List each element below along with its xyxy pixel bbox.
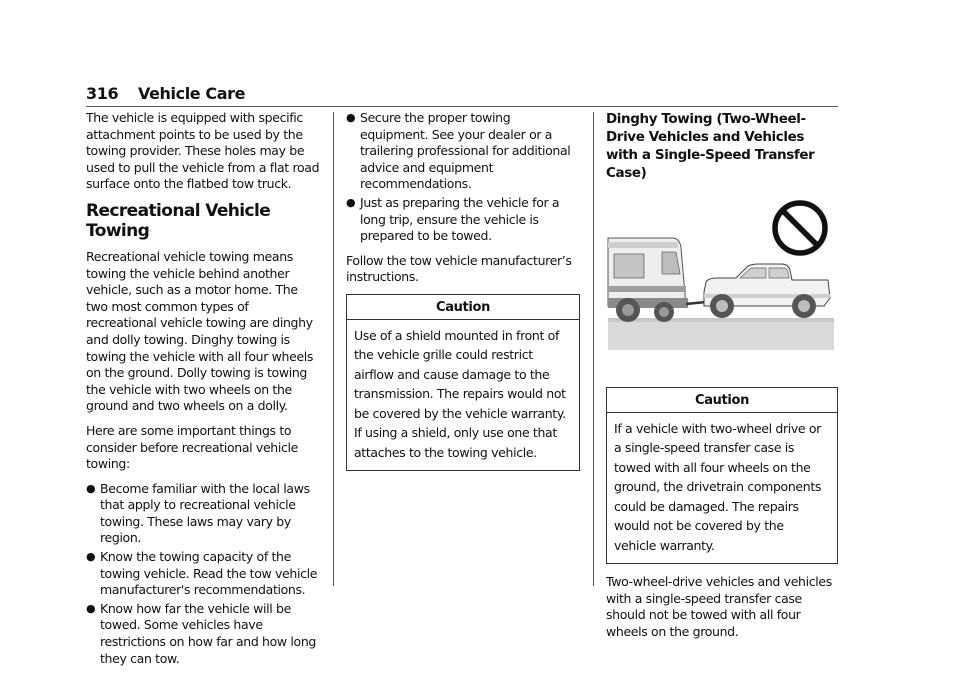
caution-title: Caution <box>607 388 837 413</box>
prohibition-icon <box>775 203 825 253</box>
bullet-icon: ● <box>86 550 96 564</box>
bullet-icon: ● <box>86 601 96 615</box>
column-middle <box>346 110 580 481</box>
page-header <box>86 84 838 107</box>
list-item: ● Know the towing capacity of the towing vehicle. Read the tow vehicle manufacturer's recommendations. <box>86 549 318 598</box>
considerations-list <box>86 481 322 668</box>
column-divider <box>333 112 334 586</box>
list-item: ● Just as preparing the vehicle for a long trip, ensure the vehicle is prepared to be towed. <box>346 194 560 244</box>
dinghy-towing-illustration <box>606 194 838 379</box>
caution-body: If a vehicle with two-wheel drive or a single-speed transfer case is towed with all four wheels on the ground, the drivetrain components could be damaged. The repairs would not be covered by the vehicle warranty. <box>614 420 822 553</box>
pickup-truck-shape <box>704 264 830 318</box>
list-item: ● Become familiar with the local laws that apply to recreational vehicle towing. These laws may vary by region. <box>86 480 310 546</box>
dinghy-towing-heading: Dinghy Towing (Two-Wheel-Drive Vehicles and Vehicles with a Single-Speed Transfer Case) <box>606 111 815 181</box>
considerations-paragraph: Here are some important things to consider before recreational vehicle towing: <box>86 422 298 472</box>
bullet-icon: ● <box>346 195 356 209</box>
column-right <box>606 110 838 648</box>
recreational-towing-paragraph: Recreational vehicle towing means towing the vehicle behind another vehicle, such as a motor home. The two most common types of recreational vehicle towing are dinghy and dolly towing. Dinghy towing is towing the vehicle with all four wheels on the ground. Dolly towing is towing the vehicle with two wheels on the ground and two wheels on a dolly. <box>86 248 314 414</box>
caution-box-shield <box>346 294 580 472</box>
list-item: ● Secure the proper towing equipment. See your dealer or a trailering professional for additional advice and equipment recommendations. <box>346 110 571 192</box>
tow-bar-shape <box>686 302 706 304</box>
column-left <box>86 110 322 675</box>
two-wheel-drive-paragraph: Two-wheel-drive vehicles and vehicles with a single-speed transfer case should not be towed with all four wheels on the ground. <box>606 574 832 639</box>
equipment-list <box>346 110 580 245</box>
intro-paragraph: The vehicle is equipped with specific attachment points to be used by the towing provider. These holes may be used to pull the vehicle from a flat road surface onto the flatbed tow truck. <box>86 110 320 192</box>
caution-box-drivetrain <box>606 387 838 565</box>
column-divider <box>593 112 594 586</box>
recreational-towing-heading: Recreational Vehicle Towing <box>86 200 271 241</box>
section-title: Vehicle Care <box>138 84 246 103</box>
page-number: 316 <box>86 84 119 103</box>
list-item: ● Know how far the vehicle will be towed. Some vehicles have restrictions on how far and how long they can tow. <box>86 600 317 666</box>
ground-shape <box>608 318 834 350</box>
manufacturer-instructions: Follow the tow vehicle manufacturer’s instructions. <box>346 252 572 285</box>
towing-prohibited-illustration <box>606 194 838 374</box>
bullet-icon: ● <box>346 111 356 124</box>
caution-body: Use of a shield mounted in front of the vehicle grille could restrict airflow and cause damage to the transmission. The repairs would not be covered by the vehicle warranty. If using a shield, only use one that attaches to the towing vehicle. <box>354 327 566 460</box>
bullet-icon: ● <box>86 481 96 495</box>
motor-home-shape <box>608 238 688 322</box>
caution-title: Caution <box>347 295 579 320</box>
